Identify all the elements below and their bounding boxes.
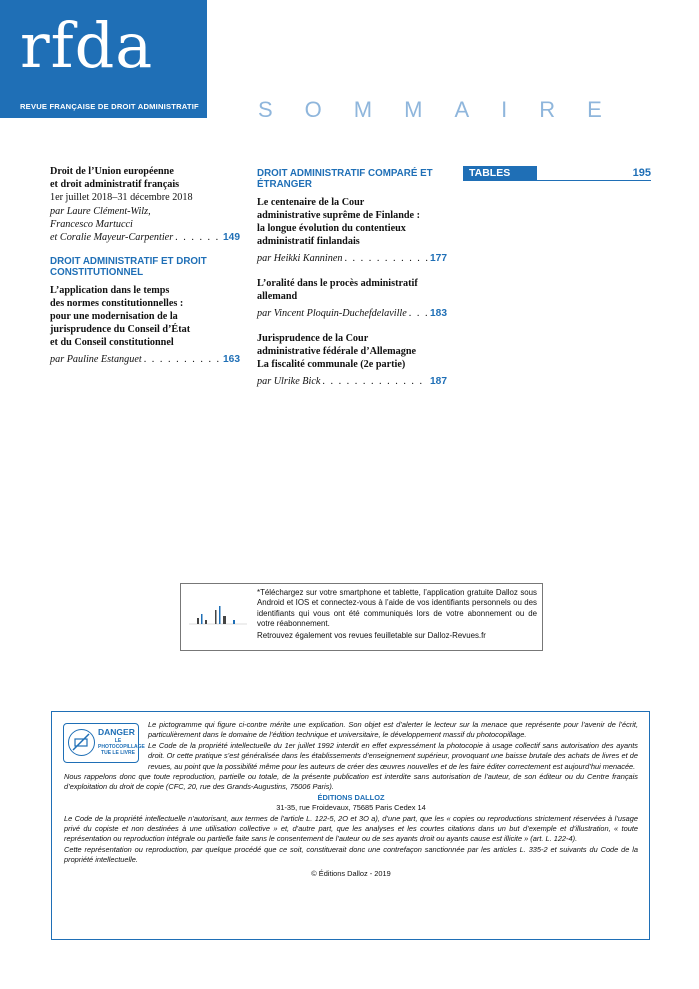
- entry-page-number[interactable]: 177: [430, 253, 447, 264]
- legal-notice: [51, 711, 650, 940]
- toc-column-2: [257, 168, 447, 400]
- tables-label: TABLES: [463, 166, 537, 180]
- entry-title-line: administrative fédérale d’Allemagne: [257, 346, 417, 357]
- logo-mark: rfda: [20, 9, 154, 82]
- entry-title-line: des normes constitutionnelles :: [50, 298, 184, 309]
- entry-title-line: L’oralité dans le procès administratif: [257, 278, 418, 289]
- entry-page-number[interactable]: 187: [430, 376, 447, 387]
- publisher-address: 31-35, rue Froidevaux, 75685 Paris Cedex 14: [276, 803, 426, 813]
- dalloz-app-icon: [187, 602, 249, 628]
- toc-column-1: [50, 165, 240, 378]
- entry-title-line: La fiscalité communale (2e partie): [257, 359, 406, 370]
- entry-date: 1er juillet 2018–31 décembre 2018: [50, 192, 193, 203]
- danger-subtitle: LE PHOTOCOPILLAGE TUE LE LIVRE: [98, 738, 145, 756]
- entry-title-line: administrative suprême de Finlande :: [257, 210, 420, 221]
- entry-page-number[interactable]: 163: [223, 354, 240, 365]
- dot-leader: [322, 375, 428, 388]
- entry-title-line: pour une modernisation de la: [50, 311, 178, 322]
- entry-author-line: [50, 231, 240, 244]
- publisher-name: ÉDITIONS DALLOZ: [317, 792, 385, 802]
- entry-author: par Pauline Estanguet: [50, 354, 142, 365]
- app-notice-link-line[interactable]: Retrouvez également vos revues feuilletable sur Dalloz-Revues.fr: [257, 630, 486, 640]
- dot-leader: [344, 252, 428, 265]
- entry-author: par Ulrike Bick: [257, 376, 321, 387]
- entry-title-line: jurisprudence du Conseil d’État: [50, 324, 191, 335]
- entry-title-line: Droit de l’Union européenne: [50, 166, 174, 177]
- legal-paragraph: Nous rappelons donc que toute reproduction, partielle ou totale, de la présente publication est interdite sans autorisation de l’auteur, de son éditeur ou du Centre français d’exploitation du droit de copie (CFC, 20, rue des Grands-Augustins, 75006 Paris).: [64, 772, 638, 792]
- toc-entry-german-orality[interactable]: [257, 277, 447, 320]
- entry-author-line: [257, 307, 447, 320]
- entry-author: par Heikki Kanninen: [257, 253, 343, 264]
- tables-page-number[interactable]: 195: [632, 167, 651, 179]
- legal-body: [64, 720, 638, 879]
- legal-paragraph: Le Code de la propriété intellectuelle n’autorisant, aux termes de l’article L. 122-5, 2O et 3O a), d’une part, que les « copies ou reproductions strictement réservées à l’usage privé du copiste et non destinées à une utilisation collective » et, d’autre part, que les analyses et les courtes citations dans un but d’exemple et d’illustration, « toute représentation ou reproduction intégrale ou partielle faite sans le consentement de l’auteur ou de ses ayants droit ou ayants cause est illicite » (art. L. 122-4).: [64, 813, 638, 844]
- logo-subtitle: REVUE FRANÇAISE DE DROIT ADMINISTRATIF: [20, 102, 199, 111]
- entry-author-line: par Laure Clément-Wilz,: [50, 206, 151, 217]
- page-title: SOMMAIRE: [258, 97, 634, 122]
- toc-entry-german-court[interactable]: [257, 332, 447, 388]
- entry-author: par Vincent Ploquin-Duchefdelaville: [257, 308, 407, 319]
- toc-entry-constitutional-norms[interactable]: [50, 284, 240, 366]
- entry-author-line: [257, 252, 447, 265]
- entry-title-line: et du Conseil constitutionnel: [50, 337, 174, 348]
- entry-title-line: allemand: [257, 291, 298, 302]
- dot-leader: [144, 353, 221, 366]
- legal-paragraph: Le pictogramme qui figure ci-contre mérite une explication. Son objet est d’alerter le lecteur sur la menace que représente pour l’avenir de l’écrit, particulièrement dans le domaine de l’édition technique et universitaire, le développement massif du photocopillage.: [148, 720, 638, 740]
- entry-title-line: Le centenaire de la Cour: [257, 197, 365, 208]
- entry-title-line: la longue évolution du contentieux: [257, 223, 406, 234]
- entry-title-line: et droit administratif français: [50, 179, 180, 190]
- entry-title-line: L’application dans le temps: [50, 285, 170, 296]
- entry-page-number[interactable]: 183: [430, 308, 447, 319]
- entry-page-number[interactable]: 149: [223, 232, 240, 243]
- journal-logo: [0, 0, 207, 118]
- entry-author: et Coralie Mayeur-Carpentier: [50, 232, 174, 243]
- section-rubric: DROIT ADMINISTRATIF COMPARÉ ET ÉTRANGER: [257, 168, 433, 190]
- dot-leader: [175, 231, 221, 244]
- dot-leader: [409, 307, 428, 320]
- app-notice-text: [257, 588, 537, 641]
- legal-paragraph: Le Code de la propriété intellectuelle du 1er juillet 1992 interdit en effet expressément la photocopie à usage collectif sans autorisation des ayants droit. Or cette pratique s’est généralisée dans les établissements d’enseignement supérieur, provoquant une baisse brutale des achats de livres et de revues, au point que la possibilité même pour les auteurs de créer des œuvres nouvelles et de les faire éditer correctement est aujourd’hui menacée.: [148, 740, 638, 771]
- entry-title-line: Jurisprudence de la Cour: [257, 333, 369, 344]
- section-rubric: DROIT ADMINISTRATIF ET DROIT CONSTITUTIONNEL: [50, 256, 207, 278]
- entry-author-line: Francesco Martucci: [50, 219, 133, 230]
- tables-entry[interactable]: [463, 166, 651, 181]
- danger-title: DANGER: [98, 727, 135, 737]
- toc-entry-eu-law[interactable]: [50, 165, 240, 244]
- legal-paragraph: Cette représentation ou reproduction, par quelque procédé que ce soit, constituerait donc une contrefaçon sanctionnée par les articles L. 335-2 et suivants du Code de la propriété intellectuelle.: [64, 844, 638, 865]
- entry-author-line: [257, 375, 447, 388]
- entry-author-line: [50, 353, 240, 366]
- copyright-line: © Éditions Dalloz - 2019: [311, 868, 391, 878]
- app-notice-paragraph: *Téléchargez sur votre smartphone et tablette, l’application gratuite Dalloz sous Android et IOS et connectez-vous à l’aide de vos identifiants personnels ou des identifiants qui vous ont été communiqués lors de votre abonnement ou de votre réabonnement.: [257, 588, 537, 629]
- app-download-notice: [180, 583, 543, 651]
- entry-title-line: administratif finlandais: [257, 236, 360, 247]
- toc-entry-finland-court[interactable]: [257, 196, 447, 265]
